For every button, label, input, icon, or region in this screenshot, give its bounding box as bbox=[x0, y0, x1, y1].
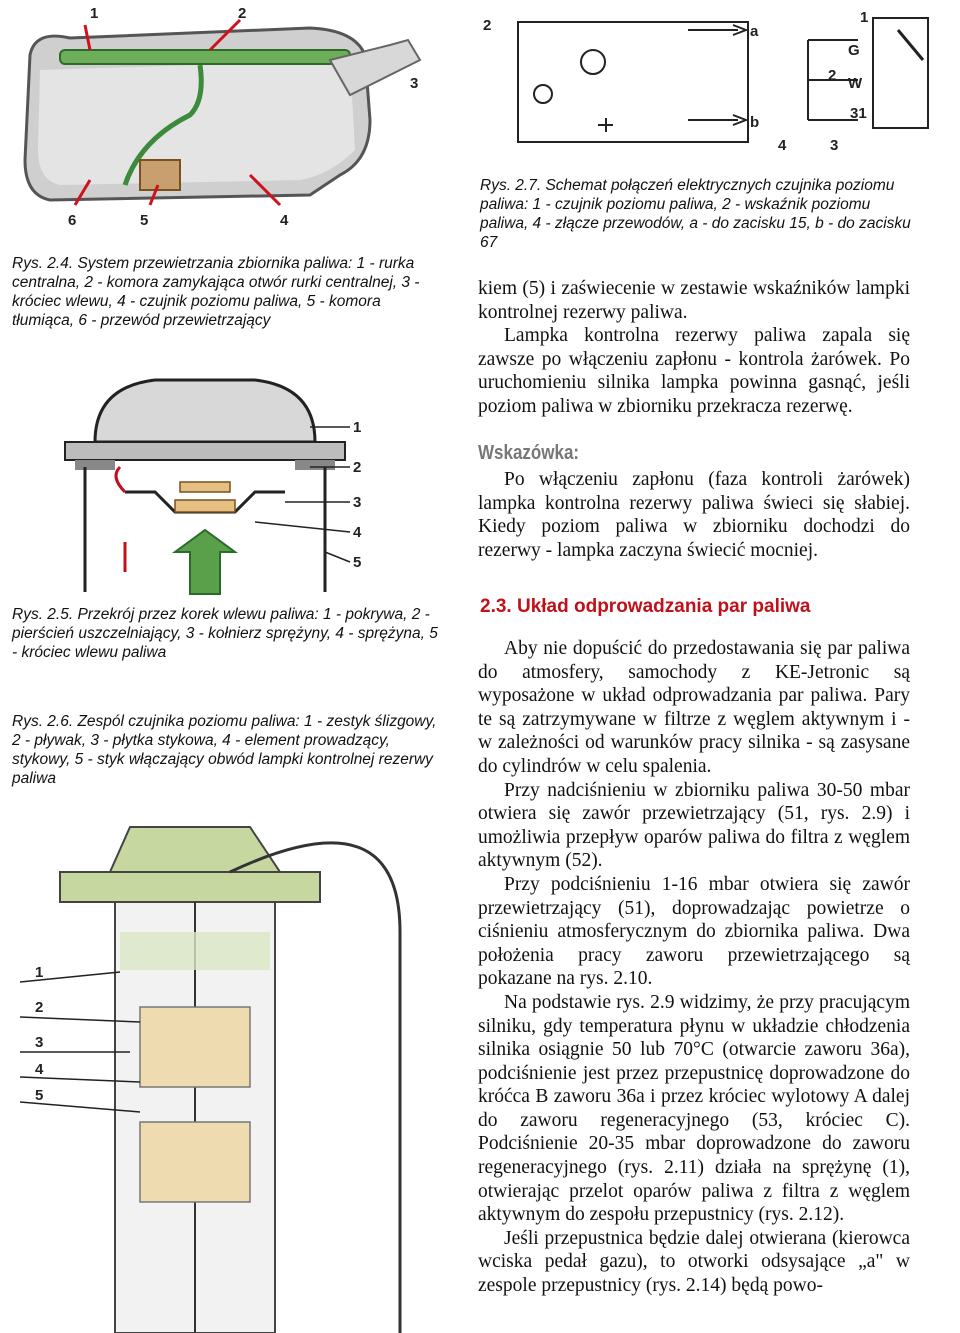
fig27-label-2b: 2 bbox=[828, 67, 837, 84]
section-paragraph-5: Jeśli przepustnica będzie dalej otwierana (kierowca wciska pedał gazu), to otworki odsysające „a" w zespole przepustnicy (rys. 2.14) będą powo- bbox=[478, 1227, 910, 1297]
fig26-label-3: 3 bbox=[35, 1034, 44, 1051]
fig24-label-5: 5 bbox=[140, 212, 149, 229]
fig24-label-1: 1 bbox=[90, 5, 99, 22]
fig25-label-4: 4 bbox=[353, 524, 362, 541]
fig27-label-w: W bbox=[848, 75, 863, 92]
hint-title: Wskazówka: bbox=[478, 442, 580, 464]
fig24-label-3: 3 bbox=[410, 75, 419, 92]
fig27-label-g: G bbox=[848, 42, 860, 59]
figure-2-6-level-sensor bbox=[20, 812, 460, 1333]
hint-body bbox=[478, 468, 910, 562]
fig27-label-a: a bbox=[750, 23, 759, 40]
figure-2-5-filler-cap bbox=[55, 372, 385, 597]
fig26-label-4: 4 bbox=[35, 1061, 44, 1078]
fig26-caption: Rys. 2.6. Zespól czujnika poziomu paliwa: 1 - zestyk ślizgowy, 2 - pływak, 3 - płytka stykowa, 4 - element prowadzący, stykowy, 5 - styk włączający obwód lampki kontrolnej rezerwy paliwa bbox=[12, 713, 437, 787]
fig27-label-b: b bbox=[750, 114, 760, 131]
fig27-label-31: 31 bbox=[850, 105, 867, 122]
fig24-label-4: 4 bbox=[280, 212, 289, 229]
fig25-label-5: 5 bbox=[353, 554, 362, 571]
fig27-caption: Rys. 2.7. Schemat połączeń elektrycznych czujnika poziomu paliwa: 1 - czujnik poziomu paliwa, 2 - wskaźnik poziomu paliwa, 4 - złącze przewodów, a - do zacisku 15, b - do zacisku 67 bbox=[480, 177, 911, 251]
fig25-label-3: 3 bbox=[353, 494, 362, 511]
fig27-label-1: 1 bbox=[860, 9, 869, 26]
section-paragraph-4: Na podstawie rys. 2.9 widzimy, że przy pracującym silniku, gdy temperatura płynu w układzie chłodzenia silnika osiągnie 50 lub 70°C (otwarcie zaworu 36a), podciśnienie jest przez przepustnicę doprowadzone do króćca B zaworu 36a i przez króciec wylotowy A dalej do zaworu regeneracyjnego (53, króciec C). Podciśnienie 20-35 mbar doprowadzone do zaworu regeneracyjnego (rys. 2.11) działa na sprężynę (1), otwierając przelot oparów paliwa z filtra z węglem aktywnym do zespołu przepustnicy (rys. 2.12). bbox=[478, 991, 910, 1226]
fig27-label-3: 3 bbox=[830, 137, 839, 154]
fig26-label-2: 2 bbox=[35, 999, 44, 1016]
body-column-top bbox=[478, 277, 910, 419]
fig24-label-2: 2 bbox=[238, 5, 247, 22]
fig27-label-2: 2 bbox=[483, 17, 492, 34]
paragraph-1: kiem (5) i zaświecenie w zestawie wskaźników lampki kontrolnej rezerwy paliwa. bbox=[478, 278, 910, 323]
fig25-caption bbox=[12, 605, 442, 662]
figure-2-7-wiring-diagram bbox=[478, 0, 958, 170]
fig26-label-1: 1 bbox=[35, 964, 44, 981]
fig26-label-5: 5 bbox=[35, 1087, 44, 1104]
fig25-label-1: 1 bbox=[353, 419, 362, 436]
fig27-label-4: 4 bbox=[778, 137, 787, 154]
fig24-caption: Rys. 2.4. System przewietrzania zbiornika paliwa: 1 - rurka centralna, 2 - komora zamykająca otwór rurki centralnej, 3 - króciec wlewu, 4 - czujnik poziomu paliwa, 5 - komora tłumiąca, 6 - przewód przewietrzający bbox=[12, 255, 420, 329]
paragraph-2: Lampka kontrolna rezerwy paliwa zapala się zawsze po włączeniu zapłonu - kontrola żarówek. Po uruchomieniu silnika lampka powinna gasnąć, jeśli poziom paliwa w zbiorniku przekracza rezerwę. bbox=[478, 325, 910, 417]
section-paragraph-2: Przy nadciśnieniu w zbiorniku paliwa 30-50 mbar otwiera się zawór przewietrzający (51, rys. 2.9) i umożliwia przepływ oparów paliwa do filtra z węglem aktywnym (52). bbox=[478, 779, 910, 872]
section-paragraph-3: Przy podciśnieniu 1-16 mbar otwiera się zawór przewietrzający (51), doprowadzając powietrze o ciśnieniu atmosferycznym do zbiornika paliwa. Dwa położenia pracy zaworu przewietrzającego są pokazane na rys. 2.10. bbox=[478, 873, 910, 990]
fig25-label-2: 2 bbox=[353, 459, 362, 476]
figure-2-4-fuel-tank bbox=[10, 0, 460, 240]
fig25-caption-text: Rys. 2.5. Przekrój przez korek wlewu paliwa: 1 - pokrywa, 2 - pierścień uszczelniający, 3 - kołnierz sprężyny, 4 - sprężyna, 5 - króciec wlewu paliwa bbox=[12, 606, 438, 661]
hint-paragraph: Po włączeniu zapłonu (faza kontroli żarówek) lampka kontrolna rezerwy paliwa świeci się słabiej. Kiedy poziom paliwa w zbiorniku dochodzi do rezerwy - lampka zaczyna świecić mocniej. bbox=[478, 469, 910, 561]
section-paragraph-1: Aby nie dopuścić do przedostawania się par paliwa do atmosfery, samochody z KE-Jetronic są wyposażone w układ odprowadzania par paliwa. Pary te są zatrzymywane w filtrze z węglem aktywnym i - w zależności od warunków pracy silnika - są zasysane do cylindrów w celu spalenia. bbox=[478, 638, 910, 777]
body-column-section bbox=[478, 637, 910, 1298]
fig24-label-6: 6 bbox=[68, 212, 77, 229]
section-title: 2.3. Układ odprowadzania par paliwa bbox=[480, 596, 811, 617]
